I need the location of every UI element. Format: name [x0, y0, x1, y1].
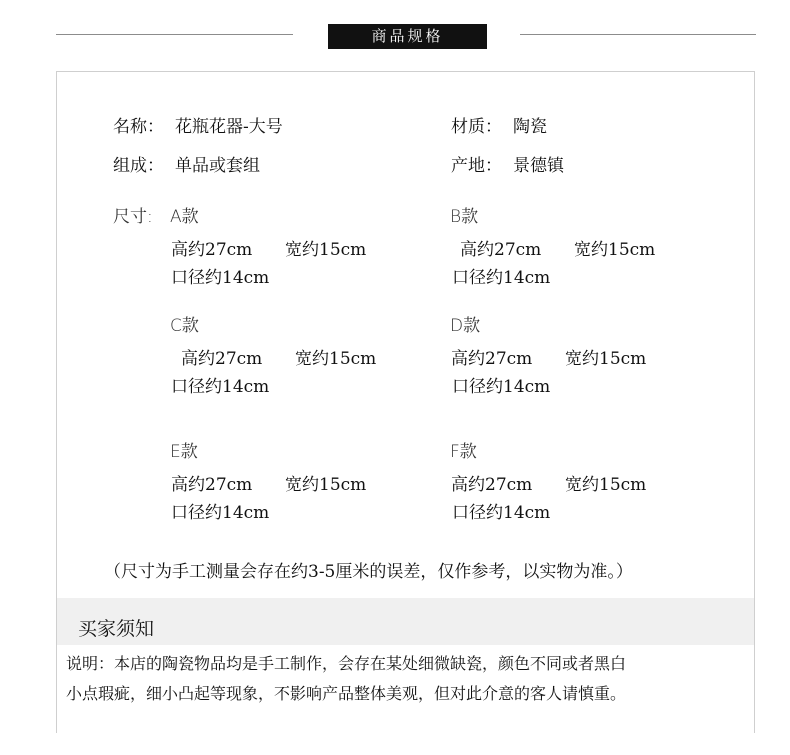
size-c-height: 高约27cm: [181, 349, 263, 369]
size-f-height: 高约27cm: [451, 475, 533, 495]
size-d-height: 高约27cm: [451, 349, 533, 369]
size-b-width: 宽约15cm: [574, 240, 656, 260]
size-e-width: 宽约15cm: [285, 475, 367, 495]
size-b-height: 高约27cm: [460, 240, 542, 260]
size-c-diameter: 口径约14cm: [171, 377, 270, 397]
size-c-width: 宽约15cm: [295, 349, 377, 369]
size-style-f: F款: [450, 442, 477, 462]
name-value: 花瓶花器-大号: [175, 117, 283, 137]
size-style-d: D款: [450, 316, 481, 336]
size-style-b: B款: [450, 207, 479, 227]
size-style-c: C款: [170, 316, 199, 336]
size-style-e: E款: [170, 442, 198, 462]
composition-value: 单品或套组: [175, 156, 260, 176]
size-e-height: 高约27cm: [171, 475, 253, 495]
notice-title: 买家须知: [78, 618, 155, 640]
size-d-width: 宽约15cm: [565, 349, 647, 369]
material-label: 材质：: [451, 117, 502, 137]
header-left-rule: [56, 34, 293, 35]
origin-label: 产地：: [451, 156, 502, 176]
size-style-a: A款: [170, 207, 199, 227]
size-e-diameter: 口径约14cm: [171, 503, 270, 523]
size-a-height: 高约27cm: [171, 240, 253, 260]
size-d-diameter: 口径约14cm: [452, 377, 551, 397]
size-b-diameter: 口径约14cm: [452, 268, 551, 288]
composition-label: 组成：: [113, 156, 164, 176]
notice-header-band: [57, 598, 754, 645]
size-note: （尺寸为手工测量会存在约3-5厘米的误差，仅作参考，以实物为准。）: [104, 562, 633, 582]
header-right-rule: [520, 34, 756, 35]
origin-value: 景德镇: [513, 156, 564, 176]
section-title: 商品规格: [328, 24, 487, 49]
notice-line-1: 说明：本店的陶瓷物品均是手工制作，会存在某处细微缺瓷，颜色不同或者黑白: [66, 654, 627, 673]
notice-line-2: 小点瑕疵，细小凸起等现象，不影响产品整体美观，但对此介意的客人请慎重。: [66, 684, 627, 703]
name-label: 名称：: [113, 117, 164, 137]
size-a-diameter: 口径约14cm: [171, 268, 270, 288]
size-f-width: 宽约15cm: [565, 475, 647, 495]
material-value: 陶瓷: [513, 117, 547, 137]
size-f-diameter: 口径约14cm: [452, 503, 551, 523]
size-label: 尺寸:: [113, 207, 153, 227]
size-a-width: 宽约15cm: [285, 240, 367, 260]
